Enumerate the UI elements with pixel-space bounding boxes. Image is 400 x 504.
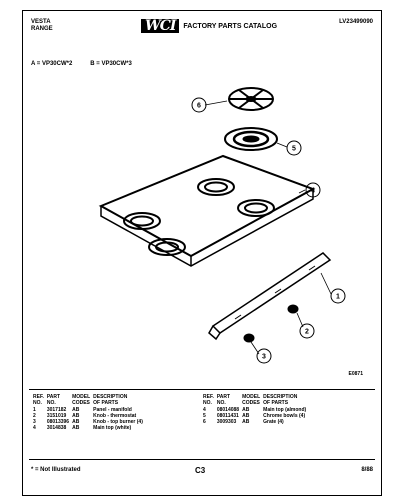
table-top-divider [29, 389, 375, 390]
table-row: 5 08011431 AB Chrome bowls (4) [203, 413, 306, 419]
table-row: 4 08014088 AB Main top (almond) [203, 407, 307, 413]
table-header-row [203, 394, 309, 407]
page-number: C3 [195, 466, 206, 475]
chrome-bowl-part [225, 128, 277, 150]
table-row: 4 3014838 AB Main top (white) [33, 425, 132, 431]
grate-part [229, 88, 273, 110]
catalog-number: LV23499090 [339, 19, 373, 25]
part-no-header: PART NO. [216, 394, 231, 406]
table-row: 2 3151019 AB Knob - thermostat [33, 413, 137, 419]
wci-logo: WCI [141, 19, 179, 33]
callout-6: 6 [197, 102, 201, 110]
table-header-row [33, 394, 146, 407]
parts-catalog-page [22, 10, 382, 496]
brand-block [31, 19, 53, 33]
not-illustrated-note: * = Not Illustrated [31, 467, 81, 473]
ref-no-header: REF. NO. [33, 394, 44, 406]
model-b: B = VP30CW*3 [90, 61, 132, 67]
description-header: DESCRIPTION OF PARTS [263, 394, 298, 406]
catalog-header [141, 19, 277, 33]
callout-2: 2 [305, 328, 309, 336]
description-header: DESCRIPTION OF PARTS [93, 394, 128, 406]
model-a: A = VP30CW*2 [31, 61, 73, 67]
diagram-reference-code: E0871 [348, 371, 363, 377]
catalog-title: FACTORY PARTS CATALOG [183, 22, 278, 30]
parts-table-left [33, 394, 146, 431]
knob-parts [244, 305, 298, 342]
brand-name: VESTA [31, 19, 51, 25]
product-type: RANGE [31, 26, 53, 32]
callout-5: 5 [292, 145, 296, 153]
ref-no-header: REF. NO. [203, 394, 214, 406]
callout-4: 4 [311, 187, 315, 195]
exploded-parts-diagram [23, 71, 383, 381]
callout-3: 3 [262, 353, 266, 361]
model-codes-header: MODEL CODES [242, 394, 261, 406]
model-codes-header: MODEL CODES [72, 394, 91, 406]
model-list [31, 61, 132, 68]
table-row: 6 3009303 AB Grate (4) [203, 419, 284, 425]
table-row: 3 08013396 AB Knob - top burner (4) [33, 419, 143, 425]
issue-date: 8/88 [361, 467, 373, 473]
callout-1: 1 [336, 293, 340, 301]
part-no-header: PART NO. [46, 394, 61, 406]
parts-table-right [203, 394, 309, 425]
main-top-part [101, 156, 313, 266]
table-bottom-divider [29, 459, 375, 460]
table-row: 1 3017182 AB Panel - manifold [33, 407, 132, 413]
